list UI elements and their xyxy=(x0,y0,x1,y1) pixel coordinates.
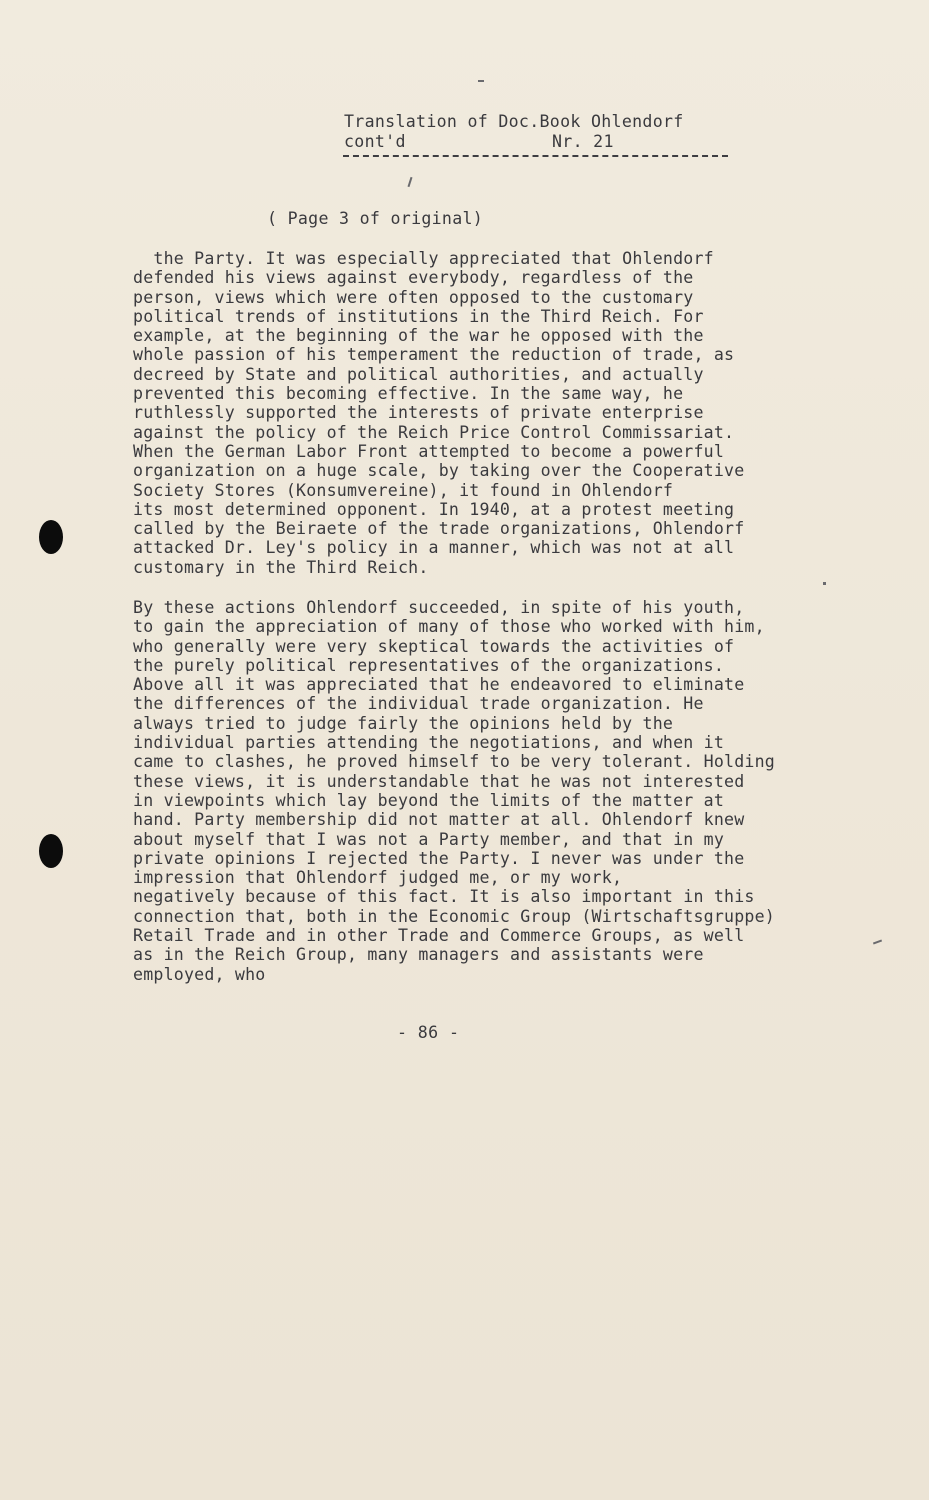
text-line: about myself that I was not a Party member, and that in my xyxy=(133,829,725,849)
ink-mark-margin xyxy=(873,940,882,945)
text-line: the differences of the individual trade organization. He xyxy=(133,694,704,714)
text-line: as in the Reich Group, many managers and assistants were xyxy=(133,945,704,965)
text-line: called by the Beiraete of the trade organizations, Ohlendorf xyxy=(133,519,745,539)
text-line: private opinions I rejected the Party. I never was under the xyxy=(133,848,745,868)
text-line: to gain the appreciation of many of those who worked with him, xyxy=(133,617,765,637)
text-line: ruthlessly supported the interests of private enterprise xyxy=(133,403,704,423)
text-line: against the policy of the Reich Price Control Commissariat. xyxy=(133,422,735,442)
header-number: Nr. 21 xyxy=(552,132,614,151)
text-line: who generally were very skeptical towards the activities of xyxy=(133,636,735,656)
text-line: decreed by State and political authorities, and actually xyxy=(133,364,704,384)
text-line: negatively because of this fact. It is also important in this xyxy=(133,887,755,907)
ink-mark-top xyxy=(478,80,484,82)
text-line: the Party. It was especially appreciated that Ohlendorf xyxy=(133,249,714,268)
page-number: - 86 - xyxy=(397,1023,460,1042)
text-line: defended his views against everybody, regardless of the xyxy=(133,268,694,288)
text-line: connection that, both in the Economic Group (Wirtschaftsgruppe) xyxy=(133,906,775,926)
text-line: person, views which were often opposed to the customary xyxy=(133,287,694,307)
text-line: employed, who xyxy=(133,964,266,984)
text-line: impression that Ohlendorf judged me, or my work, xyxy=(133,868,623,888)
text-line: the purely political representatives of the organizations. xyxy=(133,655,725,675)
text-line: whole passion of his temperament the reduction of trade, as xyxy=(133,345,735,365)
text-line: in viewpoints which lay beyond the limits of the matter at xyxy=(133,790,725,810)
text-line: customary in the Third Reich. xyxy=(133,557,429,577)
text-line: example, at the beginning of the war he opposed with the xyxy=(133,326,704,346)
text-line: prevented this becoming effective. In the same way, he xyxy=(133,384,684,404)
text-line: always tried to judge fairly the opinions held by the xyxy=(133,713,674,733)
text-line: By these actions Ohlendorf succeeded, in spite of his youth, xyxy=(133,598,745,617)
text-line: Society Stores (Konsumvereine), it found in Ohlendorf xyxy=(133,480,674,500)
text-line: these views, it is understandable that he was not interested xyxy=(133,771,745,791)
text-line: hand. Party membership did not matter at all. Ohlendorf knew xyxy=(133,810,745,830)
punch-hole-lower xyxy=(39,834,63,868)
text-line: Above all it was appreciated that he endeavored to eliminate xyxy=(133,675,745,695)
text-line: When the German Labor Front attempted to become a powerful xyxy=(133,441,725,461)
header-contd: cont'd xyxy=(344,132,406,151)
punch-hole-upper xyxy=(39,520,63,554)
text-line: individual parties attending the negotiations, and when it xyxy=(133,733,725,753)
text-line: political trends of institutions in the Third Reich. For xyxy=(133,306,704,326)
text-line: organization on a huge scale, by taking over the Cooperative xyxy=(133,461,745,481)
text-line: its most determined opponent. In 1940, at a protest meeting xyxy=(133,499,735,519)
paragraph-2 xyxy=(133,598,775,984)
text-line: came to clashes, he proved himself to be very tolerant. Holding xyxy=(133,752,775,772)
text-line: Retail Trade and in other Trade and Commerce Groups, as well xyxy=(133,926,745,946)
text-line: attacked Dr. Ley's policy in a manner, which was not at all xyxy=(133,538,735,558)
paragraph-1 xyxy=(133,249,744,577)
header-rule xyxy=(343,155,728,157)
ink-mark-slash xyxy=(408,177,413,187)
page-note: ( Page 3 of original) xyxy=(267,209,484,228)
ink-mark-right xyxy=(823,582,826,585)
header-title: Translation of Doc.Book Ohlendorf xyxy=(344,112,684,131)
